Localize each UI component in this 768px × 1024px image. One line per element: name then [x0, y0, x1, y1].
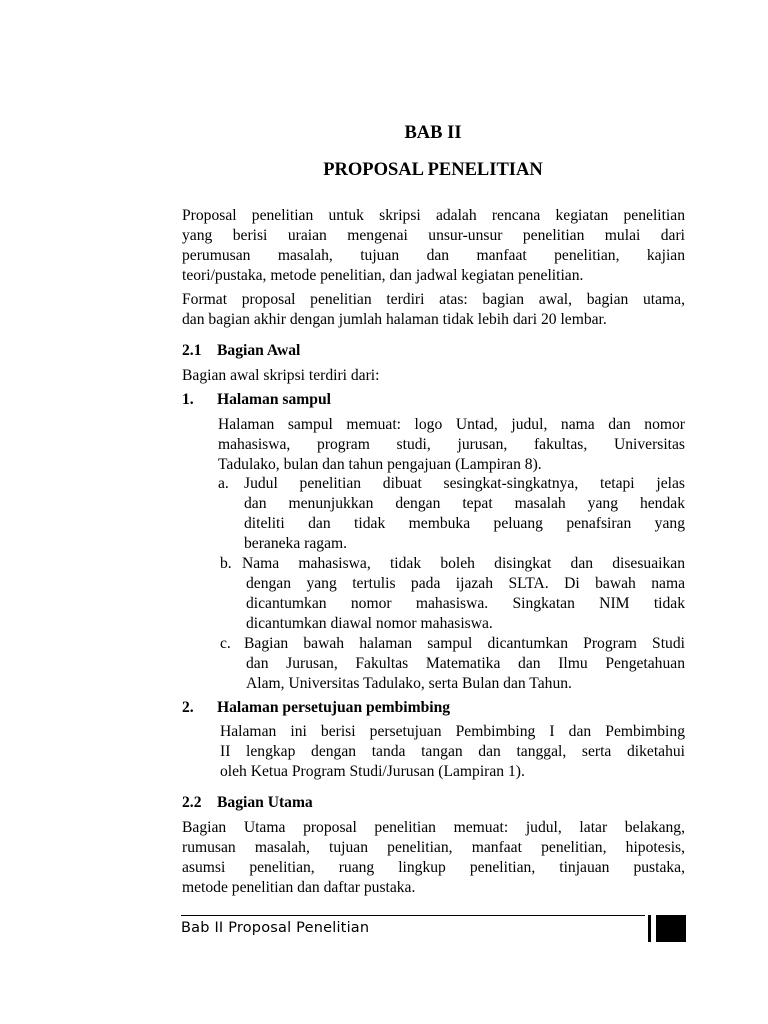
item-2-body [220, 722, 685, 782]
text-line: metode penelitian dan daftar pustaka. [182, 879, 416, 896]
subitem-a [244, 474, 685, 554]
intro-paragraph-1 [182, 206, 685, 286]
text-line: Proposal penelitian untuk skripsi adalah rencana kegiatan penelitian [182, 207, 685, 224]
text-line: dicantumkan diawal nomor mahasiswa. [246, 615, 493, 632]
text-line: Format proposal penelitian terdiri atas: bagian awal, bagian utama, [182, 291, 685, 308]
text-line: II lengkap dengan tanda tangan dan tanggal, serta diketahui [220, 743, 685, 760]
text-line: Judul penelitian dibuat sesingkat-singkatnya, tetapi jelas [244, 475, 685, 492]
section-2-2-heading [182, 793, 313, 813]
footer-text: Bab II Proposal Penelitian [181, 920, 370, 936]
item-title: Halaman sampul [217, 391, 331, 408]
text-line: oleh Ketua Program Studi/Jurusan (Lampiran 1). [220, 763, 525, 780]
footer-vertical-rule [648, 915, 651, 942]
text-line: Nama mahasiswa, tidak boleh disingkat dan disesuaikan [242, 555, 685, 572]
text-line: Bagian Utama proposal penelitian memuat: judul, latar belakang, [182, 819, 685, 836]
text-line: Halaman sampul memuat: logo Untad, judul, nama dan nomor [218, 416, 685, 433]
text-line: Alam, Universitas Tadulako, serta Bulan dan Tahun. [246, 675, 572, 692]
section-2-1-heading [182, 341, 300, 361]
subitem-marker: c. [220, 635, 231, 652]
subitem-b [242, 554, 685, 634]
item-1-heading [182, 390, 331, 410]
section-number: 2.1 [182, 342, 202, 359]
text-line: dicantumkan nomor mahasiswa. Singkatan NIM tidak [246, 595, 685, 612]
item-number: 1. [182, 391, 194, 408]
text-line: dan bagian akhir dengan jumlah halaman tidak lebih dari 20 lembar. [182, 311, 607, 328]
text-line: perumusan masalah, tujuan dan manfaat penelitian, kajian [182, 247, 685, 264]
chapter-title: PROPOSAL PENELITIAN [323, 160, 543, 180]
subitem-marker: b. [220, 555, 232, 572]
text-line: beraneka ragam. [244, 535, 348, 552]
text-line: dengan yang tertulis pada ijazah SLTA. Di bawah nama [246, 575, 685, 592]
text-line: rumusan masalah, tujuan penelitian, manfaat penelitian, hipotesis, [182, 839, 685, 856]
section-2-1-intro: Bagian awal skripsi terdiri dari: [182, 367, 380, 384]
footer-rule [181, 915, 645, 916]
intro-paragraph-2 [182, 290, 685, 330]
footer-page-box [656, 915, 686, 942]
text-line: Bagian bawah halaman sampul dicantumkan Program Studi [244, 635, 685, 652]
item-number: 2. [182, 699, 194, 716]
text-line: teori/pustaka, metode penelitian, dan jadwal kegiatan penelitian. [182, 267, 584, 284]
section-title: Bagian Utama [217, 794, 313, 811]
text-line: Tadulako, bulan dan tahun pengajuan (Lampiran 8). [218, 456, 542, 473]
item-title: Halaman persetujuan pembimbing [217, 699, 451, 716]
text-line: yang berisi uraian mengenai unsur-unsur penelitian mulai dari [182, 227, 685, 244]
text-line: mahasiswa, program studi, jurusan, fakultas, Universitas [218, 436, 685, 453]
text-line: dan menunjukkan dengan tepat masalah yang hendak [244, 495, 685, 512]
text-line: dan Jurusan, Fakultas Matematika dan Ilmu Pengetahuan [246, 655, 685, 672]
chapter-number: BAB II [404, 123, 462, 143]
section-number: 2.2 [182, 794, 202, 811]
text-line: diteliti dan tidak membuka peluang penafsiran yang [244, 515, 685, 532]
section-title: Bagian Awal [217, 342, 301, 359]
subitem-c [246, 634, 685, 694]
item-2-heading [182, 698, 450, 718]
item-1-body [218, 415, 685, 475]
text-line: Halaman ini berisi persetujuan Pembimbing I dan Pembimbing [220, 723, 685, 740]
section-2-2-body [182, 818, 685, 898]
text-line: asumsi penelitian, ruang lingkup penelitian, tinjauan pustaka, [182, 859, 685, 876]
subitem-marker: a. [218, 475, 229, 492]
